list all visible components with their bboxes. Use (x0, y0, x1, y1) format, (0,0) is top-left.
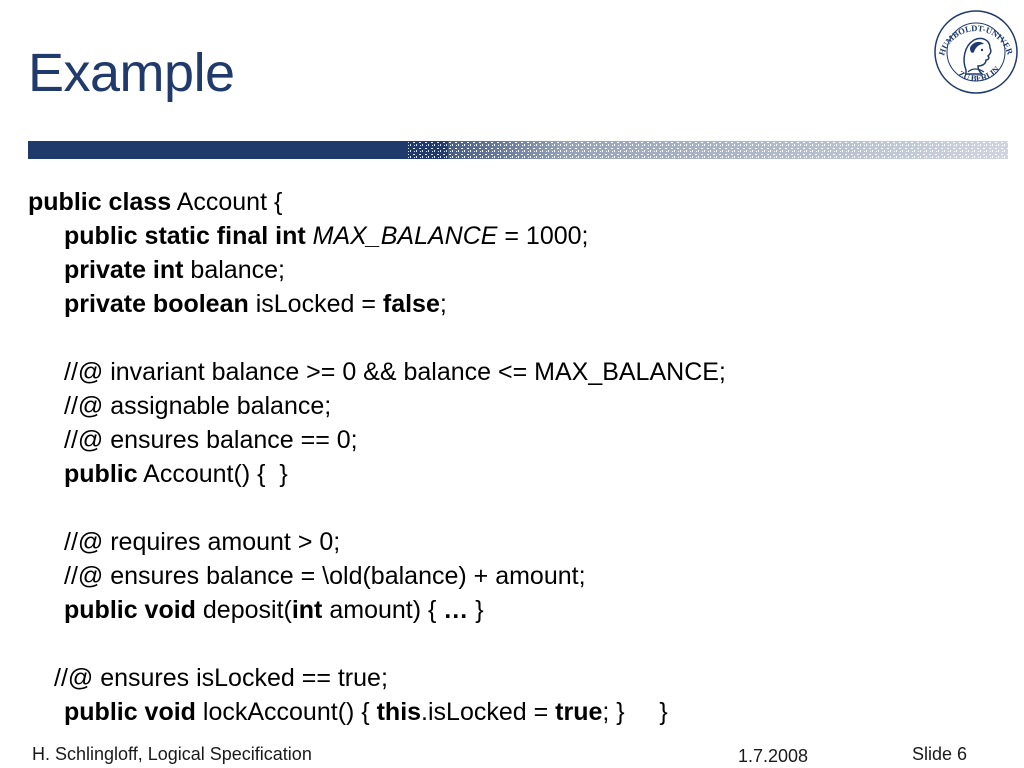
code-text: Account { (171, 188, 283, 216)
code-text: lockAccount() { (195, 698, 377, 726)
code-keyword: public class (28, 188, 172, 216)
code-keyword: private int (64, 256, 184, 284)
code-text: amount) { (322, 596, 444, 624)
code-text: //@ ensures balance = \old(balance) + amount; (64, 562, 586, 590)
code-line-2 (28, 219, 1008, 253)
code-text: isLocked = (248, 290, 383, 318)
slide-title: Example (28, 43, 235, 103)
code-keyword: public static final int (64, 222, 306, 250)
code-text: .isLocked = (421, 698, 556, 726)
code-line-13 (28, 695, 1008, 729)
code-text: deposit( (195, 596, 292, 624)
code-text: //@ ensures isLocked == true; (54, 664, 388, 692)
code-italic: MAX_BALANCE (312, 222, 498, 250)
code-text: Account() { } (137, 460, 288, 488)
code-text: ; } } (602, 698, 668, 726)
code-text: } (468, 596, 484, 624)
code-line-10 (28, 559, 1008, 593)
code-line-9 (28, 525, 1008, 559)
footer-author: H. Schlingloff, Logical Specification (32, 744, 312, 764)
code-keyword: public (64, 460, 138, 488)
code-text: = 1000; (497, 222, 589, 250)
code-text: //@ ensures balance == 0; (64, 426, 358, 454)
code-line-12 (28, 661, 1008, 695)
code-blank (28, 491, 1008, 525)
code-keyword: false (382, 290, 440, 318)
code-block (28, 185, 1008, 729)
svg-text:HUMBOLDT-UNIVERSITÄT: HUMBOLDT-UNIVER (936, 22, 1016, 57)
code-keyword: private boolean (64, 290, 249, 318)
code-line-3 (28, 253, 1008, 287)
code-text (306, 222, 313, 250)
code-line-1 (28, 185, 1008, 219)
code-text: balance; (183, 256, 285, 284)
code-keyword: int (291, 596, 323, 624)
code-text: //@ assignable balance; (64, 392, 332, 420)
code-blank (28, 627, 1008, 661)
title-underline-bar (28, 141, 1008, 159)
code-line-4 (28, 287, 1008, 321)
footer-date: 1.7.2008 (738, 746, 809, 766)
code-line-7 (28, 423, 1008, 457)
code-text: //@ invariant balance >= 0 && balance <= MAX_BALANCE; (64, 358, 726, 386)
code-text: ; (439, 290, 447, 318)
footer-slide-number: Slide 6 (912, 744, 968, 764)
code-keyword: this (376, 698, 422, 726)
code-keyword: public void (64, 596, 196, 624)
code-line-8 (28, 457, 1008, 491)
code-blank (28, 321, 1008, 355)
code-line-11 (28, 593, 1008, 627)
code-text: //@ requires amount > 0; (64, 528, 341, 556)
university-seal-icon (932, 8, 1020, 96)
code-keyword: public void (64, 698, 196, 726)
code-keyword: true (555, 698, 603, 726)
code-line-5 (28, 355, 1008, 389)
code-keyword: … (443, 596, 469, 624)
svg-text:ZU BERLIN: ZU BERLIN (956, 64, 1002, 84)
code-line-6 (28, 389, 1008, 423)
